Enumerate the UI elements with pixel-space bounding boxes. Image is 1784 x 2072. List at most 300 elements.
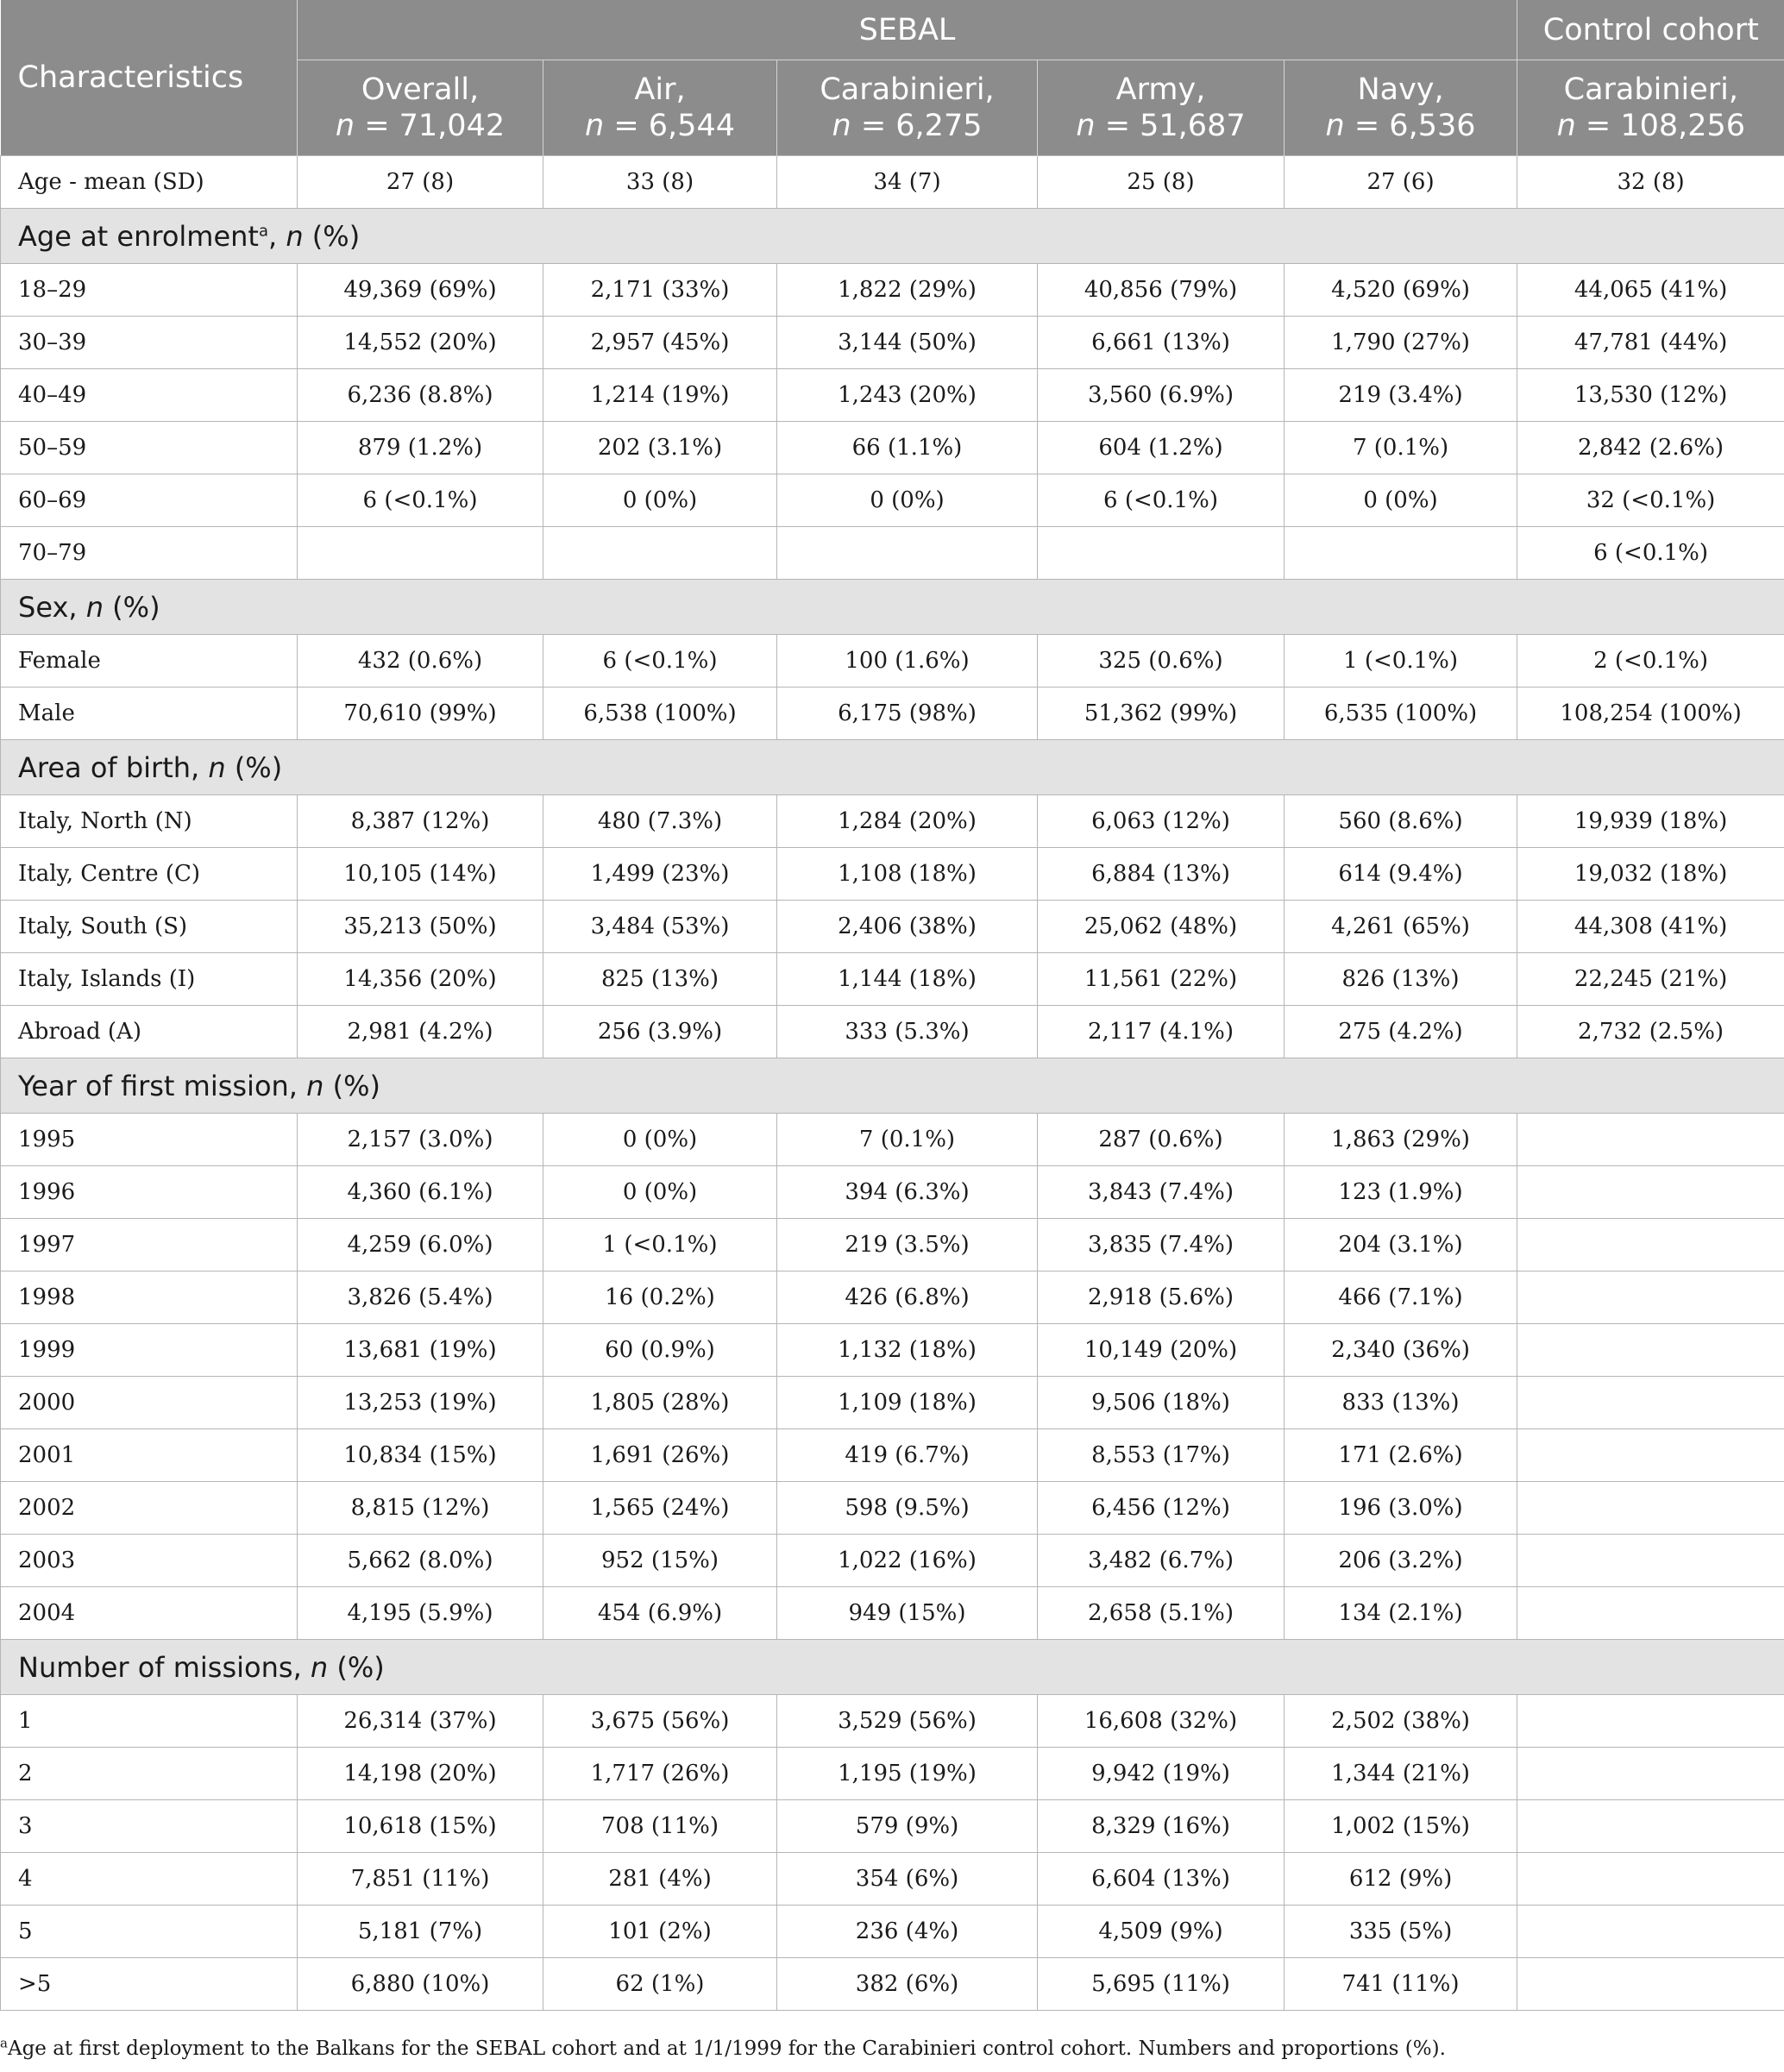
section-header-row [1, 740, 1784, 795]
table-cell: 708 (11%) [543, 1800, 777, 1853]
table-cell: 287 (0.6%) [1038, 1114, 1285, 1166]
table-cell [1038, 527, 1285, 580]
table-cell: 1,565 (24%) [543, 1482, 777, 1535]
table-cell: 3,482 (6.7%) [1038, 1535, 1285, 1587]
table-cell: 432 (0.6%) [298, 635, 543, 688]
table-cell: 333 (5.3%) [777, 1006, 1038, 1058]
table-cell: 16 (0.2%) [543, 1271, 777, 1324]
header-col-n-value: = 6,275 [851, 109, 983, 143]
row-label: Age - mean (SD) [1, 156, 298, 209]
table-cell [1517, 1324, 1784, 1377]
table-cell: 1 (<0.1%) [543, 1219, 777, 1271]
row-label: 2001 [1, 1429, 298, 1482]
table-cell: 741 (11%) [1285, 1958, 1517, 2011]
table-cell: 833 (13%) [1285, 1377, 1517, 1429]
table-cell: 219 (3.4%) [1285, 369, 1517, 422]
table-row [1, 953, 1784, 1006]
row-label: 30–39 [1, 317, 298, 369]
table-cell [1517, 1114, 1784, 1166]
table-cell: 4,259 (6.0%) [298, 1219, 543, 1271]
table-row [1, 1906, 1784, 1958]
table-cell: 4,509 (9%) [1038, 1906, 1285, 1958]
footnote-marker: a [0, 2035, 8, 2051]
table-header [1, 0, 1784, 156]
section-header [1, 1640, 1784, 1695]
section-header-post: (%) [225, 750, 283, 784]
table-cell [1517, 1166, 1784, 1219]
table-cell: 32 (<0.1%) [1517, 474, 1784, 527]
section-header-row [1, 1640, 1784, 1695]
table-cell: 1,790 (27%) [1285, 317, 1517, 369]
table-cell: 2,502 (38%) [1285, 1695, 1517, 1748]
table-cell: 598 (9.5%) [777, 1482, 1038, 1535]
table-cell: 354 (6%) [777, 1853, 1038, 1906]
table-row [1, 1429, 1784, 1482]
table-row [1, 317, 1784, 369]
table-cell: 6,236 (8.8%) [298, 369, 543, 422]
row-label: 2002 [1, 1482, 298, 1535]
table-cell: 11,561 (22%) [1038, 953, 1285, 1006]
table-cell: 3,843 (7.4%) [1038, 1166, 1285, 1219]
table-cell: 6,175 (98%) [777, 688, 1038, 740]
table-cell: 2,918 (5.6%) [1038, 1271, 1285, 1324]
table-row [1, 474, 1784, 527]
table-cell: 1,691 (26%) [543, 1429, 777, 1482]
table-row [1, 422, 1784, 474]
table-cell: 70,610 (99%) [298, 688, 543, 740]
header-col-n-value: = 71,042 [355, 109, 506, 143]
section-header [1, 209, 1784, 264]
table-row [1, 1482, 1784, 1535]
table-cell: 826 (13%) [1285, 953, 1517, 1006]
table-cell: 2,658 (5.1%) [1038, 1587, 1285, 1640]
table-cell: 2,171 (33%) [543, 264, 777, 317]
table-cell: 394 (6.3%) [777, 1166, 1038, 1219]
table-cell: 3,529 (56%) [777, 1695, 1038, 1748]
table-cell: 4,195 (5.9%) [298, 1587, 543, 1640]
table-cell: 454 (6.9%) [543, 1587, 777, 1640]
table-cell: 123 (1.9%) [1285, 1166, 1517, 1219]
table-cell: 4,261 (65%) [1285, 901, 1517, 953]
section-header-mid: , [191, 750, 209, 784]
header-col-control-carabinieri [1517, 60, 1784, 156]
section-header-post: (%) [303, 219, 361, 253]
section-header [1, 1058, 1784, 1114]
table-cell: 1,822 (29%) [777, 264, 1038, 317]
table-cell: 47,781 (44%) [1517, 317, 1784, 369]
section-header-pre: Number of missions [18, 1650, 293, 1684]
section-header-it: n [85, 590, 104, 624]
table-cell: 10,105 (14%) [298, 848, 543, 901]
table-cell: 6 (<0.1%) [543, 635, 777, 688]
table-cell: 382 (6%) [777, 1958, 1038, 2011]
table-cell: 27 (6) [1285, 156, 1517, 209]
section-header-mid: , [68, 590, 86, 624]
table-cell: 134 (2.1%) [1285, 1587, 1517, 1640]
table-cell: 325 (0.6%) [1038, 635, 1285, 688]
table-cell: 1,109 (18%) [777, 1377, 1038, 1429]
table-cell: 1,863 (29%) [1285, 1114, 1517, 1166]
table-cell: 25 (8) [1038, 156, 1285, 209]
table-cell: 14,552 (20%) [298, 317, 543, 369]
header-col-n-value: = 6,536 [1344, 109, 1476, 143]
section-header-it: n [310, 1650, 329, 1684]
table-cell: 13,681 (19%) [298, 1324, 543, 1377]
table-cell: 10,149 (20%) [1038, 1324, 1285, 1377]
table-cell: 108,254 (100%) [1517, 688, 1784, 740]
row-label: Italy, South (S) [1, 901, 298, 953]
table-cell: 40,856 (79%) [1038, 264, 1285, 317]
table-cell: 13,530 (12%) [1517, 369, 1784, 422]
table-footnote [0, 2036, 1446, 2062]
table-cell: 6,661 (13%) [1038, 317, 1285, 369]
section-header-sup: a [258, 221, 268, 240]
table-cell: 8,815 (12%) [298, 1482, 543, 1535]
table-row [1, 1006, 1784, 1058]
row-label: 5 [1, 1906, 298, 1958]
table-cell: 202 (3.1%) [543, 422, 777, 474]
table-cell: 4,360 (6.1%) [298, 1166, 543, 1219]
header-col-air [543, 60, 777, 156]
table-cell: 2,732 (2.5%) [1517, 1006, 1784, 1058]
header-col-n-value: = 108,256 [1575, 109, 1746, 143]
table-cell: 51,362 (99%) [1038, 688, 1285, 740]
header-col-label: Carabinieri, [820, 72, 995, 107]
header-col-overall [298, 60, 543, 156]
table-row [1, 1800, 1784, 1853]
table-cell: 0 (0%) [543, 1166, 777, 1219]
table-cell: 62 (1%) [543, 1958, 777, 2011]
section-header-post: (%) [104, 590, 160, 624]
table-cell: 204 (3.1%) [1285, 1219, 1517, 1271]
table-cell: 275 (4.2%) [1285, 1006, 1517, 1058]
table-cell: 579 (9%) [777, 1800, 1038, 1853]
row-label: 1995 [1, 1114, 298, 1166]
table-cell: 2 (<0.1%) [1517, 635, 1784, 688]
table-cell [777, 527, 1038, 580]
table-cell: 2,842 (2.6%) [1517, 422, 1784, 474]
table-cell: 825 (13%) [543, 953, 777, 1006]
table-row [1, 264, 1784, 317]
header-col-n: n [1076, 109, 1096, 143]
table-cell: 6,604 (13%) [1038, 1853, 1285, 1906]
table-row [1, 1377, 1784, 1429]
table-cell: 34 (7) [777, 156, 1038, 209]
row-label: Female [1, 635, 298, 688]
table-cell: 8,553 (17%) [1038, 1429, 1285, 1482]
table-cell: 1,717 (26%) [543, 1748, 777, 1800]
table-cell: 6,880 (10%) [298, 1958, 543, 2011]
table-cell: 5,695 (11%) [1038, 1958, 1285, 2011]
table-cell [1517, 1219, 1784, 1271]
table-cell: 35,213 (50%) [298, 901, 543, 953]
table-cell: 4,520 (69%) [1285, 264, 1517, 317]
section-header-pre: Area of birth [18, 750, 192, 784]
table-cell: 1,284 (20%) [777, 795, 1038, 848]
row-label: 1999 [1, 1324, 298, 1377]
table-cell: 19,032 (18%) [1517, 848, 1784, 901]
table-row [1, 1695, 1784, 1748]
table-cell: 14,198 (20%) [298, 1748, 543, 1800]
table-row [1, 1535, 1784, 1587]
header-col-label: Army, [1115, 72, 1206, 107]
table-cell: 1,022 (16%) [777, 1535, 1038, 1587]
section-header-post: (%) [324, 1069, 380, 1102]
section-header-post: (%) [328, 1650, 385, 1684]
table-cell [1517, 1429, 1784, 1482]
table-cell: 2,957 (45%) [543, 317, 777, 369]
table-row [1, 901, 1784, 953]
header-col-army [1038, 60, 1285, 156]
table-cell: 2,340 (36%) [1285, 1324, 1517, 1377]
header-col-n: n [335, 109, 355, 143]
table-row [1, 1114, 1784, 1166]
row-label: Italy, North (N) [1, 795, 298, 848]
table-cell: 1,108 (18%) [777, 848, 1038, 901]
row-label: 3 [1, 1800, 298, 1853]
header-col-n: n [585, 109, 605, 143]
table-cell [298, 527, 543, 580]
row-label: 1998 [1, 1271, 298, 1324]
table-cell: 3,484 (53%) [543, 901, 777, 953]
header-control-group: Control cohort [1517, 0, 1784, 60]
table-cell: 171 (2.6%) [1285, 1429, 1517, 1482]
row-label: 1997 [1, 1219, 298, 1271]
table-cell [1517, 1906, 1784, 1958]
table-cell: 1,243 (20%) [777, 369, 1038, 422]
table-row [1, 1166, 1784, 1219]
table-cell: 16,608 (32%) [1038, 1695, 1285, 1748]
row-label: >5 [1, 1958, 298, 2011]
table-cell: 9,506 (18%) [1038, 1377, 1285, 1429]
section-header-row [1, 1058, 1784, 1114]
table-cell: 3,826 (5.4%) [298, 1271, 543, 1324]
table-cell: 6,538 (100%) [543, 688, 777, 740]
row-label: Male [1, 688, 298, 740]
table-cell: 560 (8.6%) [1285, 795, 1517, 848]
table-cell: 22,245 (21%) [1517, 953, 1784, 1006]
section-header-mid: , [292, 1650, 311, 1684]
footnote-text: Age at first deployment to the Balkans for the SEBAL cohort and at 1/1/1999 for the Carabinieri control cohort. Numbers and proportions (%). [7, 2037, 1446, 2060]
row-label: 2000 [1, 1377, 298, 1429]
header-col-label: Overall, [361, 72, 480, 107]
section-header-mid: , [288, 1069, 307, 1102]
table-cell: 1,344 (21%) [1285, 1748, 1517, 1800]
header-row-groups [1, 0, 1784, 60]
table-cell: 1,499 (23%) [543, 848, 777, 901]
table-row [1, 527, 1784, 580]
table-cell: 5,662 (8.0%) [298, 1535, 543, 1587]
table-cell: 604 (1.2%) [1038, 422, 1285, 474]
table-cell: 0 (0%) [543, 1114, 777, 1166]
table-cell: 0 (0%) [777, 474, 1038, 527]
header-col-n: n [832, 109, 851, 143]
section-header-pre: Sex [18, 590, 69, 624]
table-row [1, 688, 1784, 740]
table-cell: 219 (3.5%) [777, 1219, 1038, 1271]
table-cell: 6 (<0.1%) [298, 474, 543, 527]
table-cell: 335 (5%) [1285, 1906, 1517, 1958]
header-sebal-group: SEBAL [298, 0, 1517, 60]
table-cell: 206 (3.2%) [1285, 1535, 1517, 1587]
table-cell [1517, 1482, 1784, 1535]
table-cell: 419 (6.7%) [777, 1429, 1038, 1482]
table-cell: 2,981 (4.2%) [298, 1006, 543, 1058]
table-row [1, 848, 1784, 901]
table-row [1, 156, 1784, 209]
table-cell: 949 (15%) [777, 1587, 1038, 1640]
table-cell: 33 (8) [543, 156, 777, 209]
row-label: 18–29 [1, 264, 298, 317]
table-cell: 6 (<0.1%) [1038, 474, 1285, 527]
header-col-label: Air, [634, 72, 686, 107]
row-label: Italy, Centre (C) [1, 848, 298, 901]
header-col-n: n [1556, 109, 1576, 143]
table-cell: 466 (7.1%) [1285, 1271, 1517, 1324]
table-row [1, 795, 1784, 848]
header-col-n-value: = 6,544 [604, 109, 735, 143]
table-cell: 426 (6.8%) [777, 1271, 1038, 1324]
table-cell: 952 (15%) [543, 1535, 777, 1587]
header-characteristics: Characteristics [1, 0, 298, 156]
table-cell: 8,387 (12%) [298, 795, 543, 848]
table-cell: 3,675 (56%) [543, 1695, 777, 1748]
table-cell [1517, 1377, 1784, 1429]
table-row [1, 1587, 1784, 1640]
table-cell: 0 (0%) [543, 474, 777, 527]
header-col-n: n [1325, 109, 1345, 143]
table-cell: 25,062 (48%) [1038, 901, 1285, 953]
header-col-label: Carabinieri, [1563, 72, 1738, 107]
table-cell: 26,314 (37%) [298, 1695, 543, 1748]
header-col-carabinieri [777, 60, 1038, 156]
table-cell: 6,884 (13%) [1038, 848, 1285, 901]
section-header-it: n [208, 750, 226, 784]
table-row [1, 635, 1784, 688]
header-col-navy [1285, 60, 1517, 156]
table-cell: 27 (8) [298, 156, 543, 209]
table-cell: 1 (<0.1%) [1285, 635, 1517, 688]
table-cell: 2,406 (38%) [777, 901, 1038, 953]
table-cell [1517, 1853, 1784, 1906]
section-header-it: n [306, 1069, 324, 1102]
table-row [1, 1958, 1784, 2011]
table-cell: 1,002 (15%) [1285, 1800, 1517, 1853]
row-label: 2004 [1, 1587, 298, 1640]
table-cell: 7 (0.1%) [777, 1114, 1038, 1166]
table-cell: 1,195 (19%) [777, 1748, 1038, 1800]
table-cell: 5,181 (7%) [298, 1906, 543, 1958]
table-cell: 0 (0%) [1285, 474, 1517, 527]
row-label: 50–59 [1, 422, 298, 474]
row-label: 1996 [1, 1166, 298, 1219]
table-cell: 196 (3.0%) [1285, 1482, 1517, 1535]
row-label: 1 [1, 1695, 298, 1748]
table-cell: 256 (3.9%) [543, 1006, 777, 1058]
table-cell: 1,144 (18%) [777, 953, 1038, 1006]
table-cell: 3,560 (6.9%) [1038, 369, 1285, 422]
table-cell [1517, 1748, 1784, 1800]
table-cell: 66 (1.1%) [777, 422, 1038, 474]
section-header-pre: Year of first mission [18, 1069, 289, 1102]
table-cell [1517, 1800, 1784, 1853]
table-cell: 3,144 (50%) [777, 317, 1038, 369]
table-cell: 2,157 (3.0%) [298, 1114, 543, 1166]
table-cell: 9,942 (19%) [1038, 1748, 1285, 1800]
section-header [1, 740, 1784, 795]
table-cell: 49,369 (69%) [298, 264, 543, 317]
row-label: 4 [1, 1853, 298, 1906]
table-cell: 10,834 (15%) [298, 1429, 543, 1482]
table-row [1, 1271, 1784, 1324]
table-cell: 8,329 (16%) [1038, 1800, 1285, 1853]
table-cell: 1,805 (28%) [543, 1377, 777, 1429]
table-cell: 1,132 (18%) [777, 1324, 1038, 1377]
table-cell [543, 527, 777, 580]
table-cell: 3,835 (7.4%) [1038, 1219, 1285, 1271]
table-row [1, 1324, 1784, 1377]
table-cell: 614 (9.4%) [1285, 848, 1517, 901]
table-cell [1517, 1271, 1784, 1324]
table-cell: 236 (4%) [777, 1906, 1038, 1958]
table-cell: 13,253 (19%) [298, 1377, 543, 1429]
table-cell [1517, 1535, 1784, 1587]
table-cell [1285, 527, 1517, 580]
row-label: 2003 [1, 1535, 298, 1587]
row-label: Italy, Islands (I) [1, 953, 298, 1006]
table-cell: 14,356 (20%) [298, 953, 543, 1006]
table-cell: 6,456 (12%) [1038, 1482, 1285, 1535]
section-header-row [1, 209, 1784, 264]
table-row [1, 1748, 1784, 1800]
table-cell: 44,308 (41%) [1517, 901, 1784, 953]
header-col-label: Navy, [1357, 72, 1444, 107]
table-cell: 6,063 (12%) [1038, 795, 1285, 848]
table-cell: 2,117 (4.1%) [1038, 1006, 1285, 1058]
table-cell: 101 (2%) [543, 1906, 777, 1958]
table-cell: 480 (7.3%) [543, 795, 777, 848]
table-cell: 281 (4%) [543, 1853, 777, 1906]
row-label: Abroad (A) [1, 1006, 298, 1058]
header-col-n-value: = 51,687 [1095, 109, 1246, 143]
table-cell: 32 (8) [1517, 156, 1784, 209]
table-body [1, 156, 1784, 2011]
row-label: 2 [1, 1748, 298, 1800]
table-cell: 1,214 (19%) [543, 369, 777, 422]
table-cell [1517, 1958, 1784, 2011]
table-cell: 44,065 (41%) [1517, 264, 1784, 317]
table-row [1, 1853, 1784, 1906]
row-label: 70–79 [1, 527, 298, 580]
table-cell: 10,618 (15%) [298, 1800, 543, 1853]
section-header-pre: Age at enrolment [18, 219, 259, 253]
section-header [1, 580, 1784, 635]
table-cell [1517, 1587, 1784, 1640]
table-cell: 7,851 (11%) [298, 1853, 543, 1906]
section-header-row [1, 580, 1784, 635]
table-cell: 879 (1.2%) [298, 422, 543, 474]
section-header-mid: , [268, 219, 286, 253]
table-cell: 7 (0.1%) [1285, 422, 1517, 474]
section-header-it: n [286, 219, 304, 253]
table-row [1, 1219, 1784, 1271]
table-cell [1517, 1695, 1784, 1748]
table-cell: 6,535 (100%) [1285, 688, 1517, 740]
table-cell: 6 (<0.1%) [1517, 527, 1784, 580]
table-cell: 100 (1.6%) [777, 635, 1038, 688]
table-cell: 19,939 (18%) [1517, 795, 1784, 848]
table-cell: 60 (0.9%) [543, 1324, 777, 1377]
